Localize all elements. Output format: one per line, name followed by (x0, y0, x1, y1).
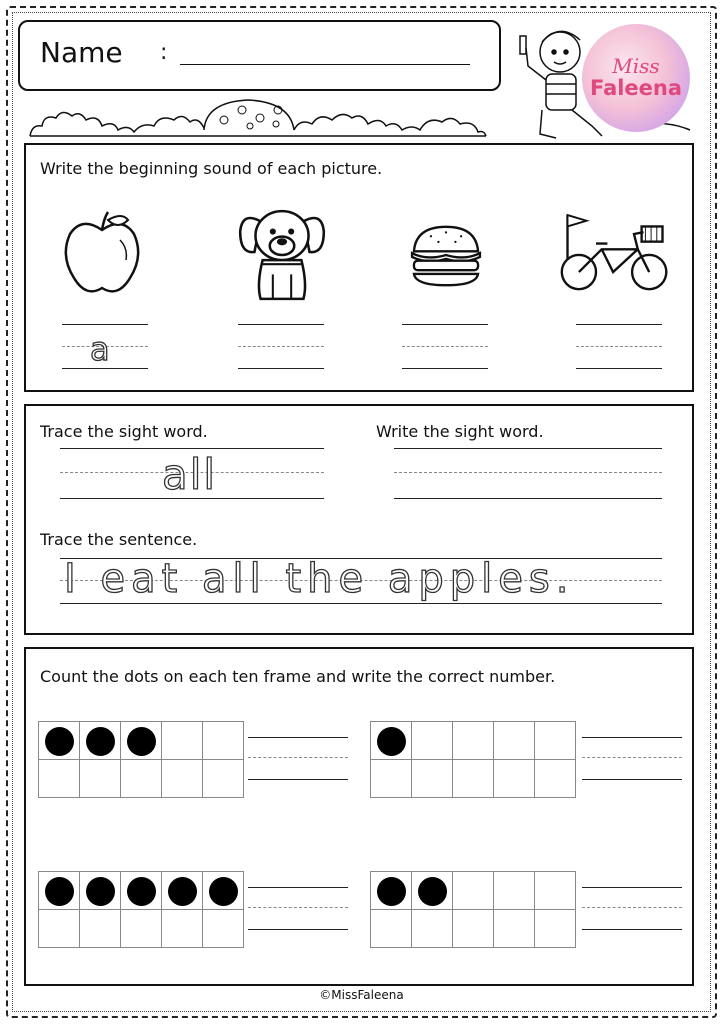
write-line-top (576, 324, 662, 325)
dog-icon (236, 203, 328, 305)
write-word-line-base[interactable] (394, 498, 662, 499)
trace-word-label: Trace the sight word. (40, 422, 208, 441)
ten-frame (370, 721, 576, 798)
apple-icon (62, 207, 142, 299)
ten-frame-cell (121, 722, 162, 760)
ten-frame-cell (203, 760, 244, 798)
traced-sentence: I eat all the apples. (64, 556, 575, 602)
write-line-base[interactable] (238, 368, 324, 369)
write-line-mid (238, 346, 324, 347)
ten-frame-cell (39, 910, 80, 948)
section3-instruction: Count the dots on each ten frame and write the correct number. (40, 667, 556, 686)
ten-frame (38, 721, 244, 798)
ten-frame (38, 871, 244, 948)
counting-dot (127, 727, 156, 756)
trace-word-line-top (60, 448, 324, 449)
answer-line-mid (582, 907, 682, 908)
ten-frame-cell (453, 910, 494, 948)
name-write-line[interactable] (180, 64, 470, 65)
counting-dot (168, 877, 197, 906)
answer-line-mid (248, 907, 348, 908)
ten-frame-cell (39, 872, 80, 910)
ten-frame-cell (412, 910, 453, 948)
ten-frame-cell (494, 910, 535, 948)
name-box (18, 20, 501, 91)
ten-frame-cell (162, 760, 203, 798)
name-label: Name (40, 36, 123, 69)
logo-text-miss: Miss (612, 54, 660, 78)
counting-dot (209, 877, 238, 906)
ten-frame-cell (162, 722, 203, 760)
write-word-line-mid (394, 472, 662, 473)
ten-frame-cell (535, 760, 576, 798)
name-colon: : (160, 40, 168, 65)
ten-frame-cell (371, 910, 412, 948)
sight-word-section (24, 404, 694, 635)
ten-frame-cell (162, 872, 203, 910)
write-word-line-top (394, 448, 662, 449)
ten-frame-cell (453, 722, 494, 760)
traced-letter: a (90, 330, 112, 368)
traced-sight-word: all (162, 450, 218, 499)
counting-dot (45, 727, 74, 756)
counting-dot (45, 877, 74, 906)
ten-frame-cell (203, 910, 244, 948)
miss-faleena-logo (582, 24, 690, 132)
bicycle-icon (558, 211, 672, 297)
answer-line-base[interactable] (582, 779, 682, 780)
ten-frame-cell (453, 760, 494, 798)
answer-line-top (248, 737, 348, 738)
answer-line-mid (248, 757, 348, 758)
write-line-top (402, 324, 488, 325)
counting-dot (127, 877, 156, 906)
ten-frame-cell (535, 722, 576, 760)
ten-frame-cell (203, 722, 244, 760)
section1-instruction: Write the beginning sound of each picture. (40, 159, 383, 178)
ten-frame-cell (121, 872, 162, 910)
hamburger-icon (406, 223, 486, 289)
answer-line-base[interactable] (582, 929, 682, 930)
logo-text-faleena: Faleena (589, 76, 683, 100)
counting-dot (377, 877, 406, 906)
write-line-mid (576, 346, 662, 347)
answer-line-top (582, 737, 682, 738)
ten-frame-cell (535, 910, 576, 948)
ten-frame-cell (371, 872, 412, 910)
counting-dot (377, 727, 406, 756)
trace-sentence-label: Trace the sentence. (40, 530, 198, 549)
ten-frame-cell (121, 910, 162, 948)
ten-frame-cell (203, 872, 244, 910)
ten-frame (370, 871, 576, 948)
ten-frame-cell (80, 910, 121, 948)
counting-dot (418, 877, 447, 906)
write-line-top (62, 324, 148, 325)
ten-frame-cell (412, 760, 453, 798)
ten-frame-cell (80, 760, 121, 798)
ten-frame-cell (80, 722, 121, 760)
ten-frame-cell (371, 722, 412, 760)
answer-line-base[interactable] (248, 779, 348, 780)
write-line-top (238, 324, 324, 325)
copyright-footer: ©MissFaleena (319, 988, 404, 1002)
write-line-base[interactable] (62, 368, 148, 369)
answer-line-mid (582, 757, 682, 758)
beginning-sound-section (24, 143, 694, 392)
ten-frame-cell (494, 872, 535, 910)
ten-frame-cell (535, 872, 576, 910)
ten-frame-cell (39, 760, 80, 798)
ten-frame-cell (39, 722, 80, 760)
ten-frame-cell (494, 722, 535, 760)
write-word-label: Write the sight word. (376, 422, 544, 441)
write-line-base[interactable] (576, 368, 662, 369)
answer-line-top (582, 887, 682, 888)
counting-dot (86, 727, 115, 756)
ten-frame-cell (80, 872, 121, 910)
ten-frame-cell (162, 910, 203, 948)
ten-frame-cell (494, 760, 535, 798)
ten-frame-cell (371, 760, 412, 798)
answer-line-top (248, 887, 348, 888)
write-line-mid (402, 346, 488, 347)
write-line-base[interactable] (402, 368, 488, 369)
ten-frame-cell (412, 872, 453, 910)
ten-frame-cell (121, 760, 162, 798)
hedge-illustration (28, 96, 488, 140)
answer-line-base[interactable] (248, 929, 348, 930)
ten-frame-cell (453, 872, 494, 910)
counting-dot (86, 877, 115, 906)
ten-frame-section (24, 647, 694, 986)
ten-frame-cell (412, 722, 453, 760)
